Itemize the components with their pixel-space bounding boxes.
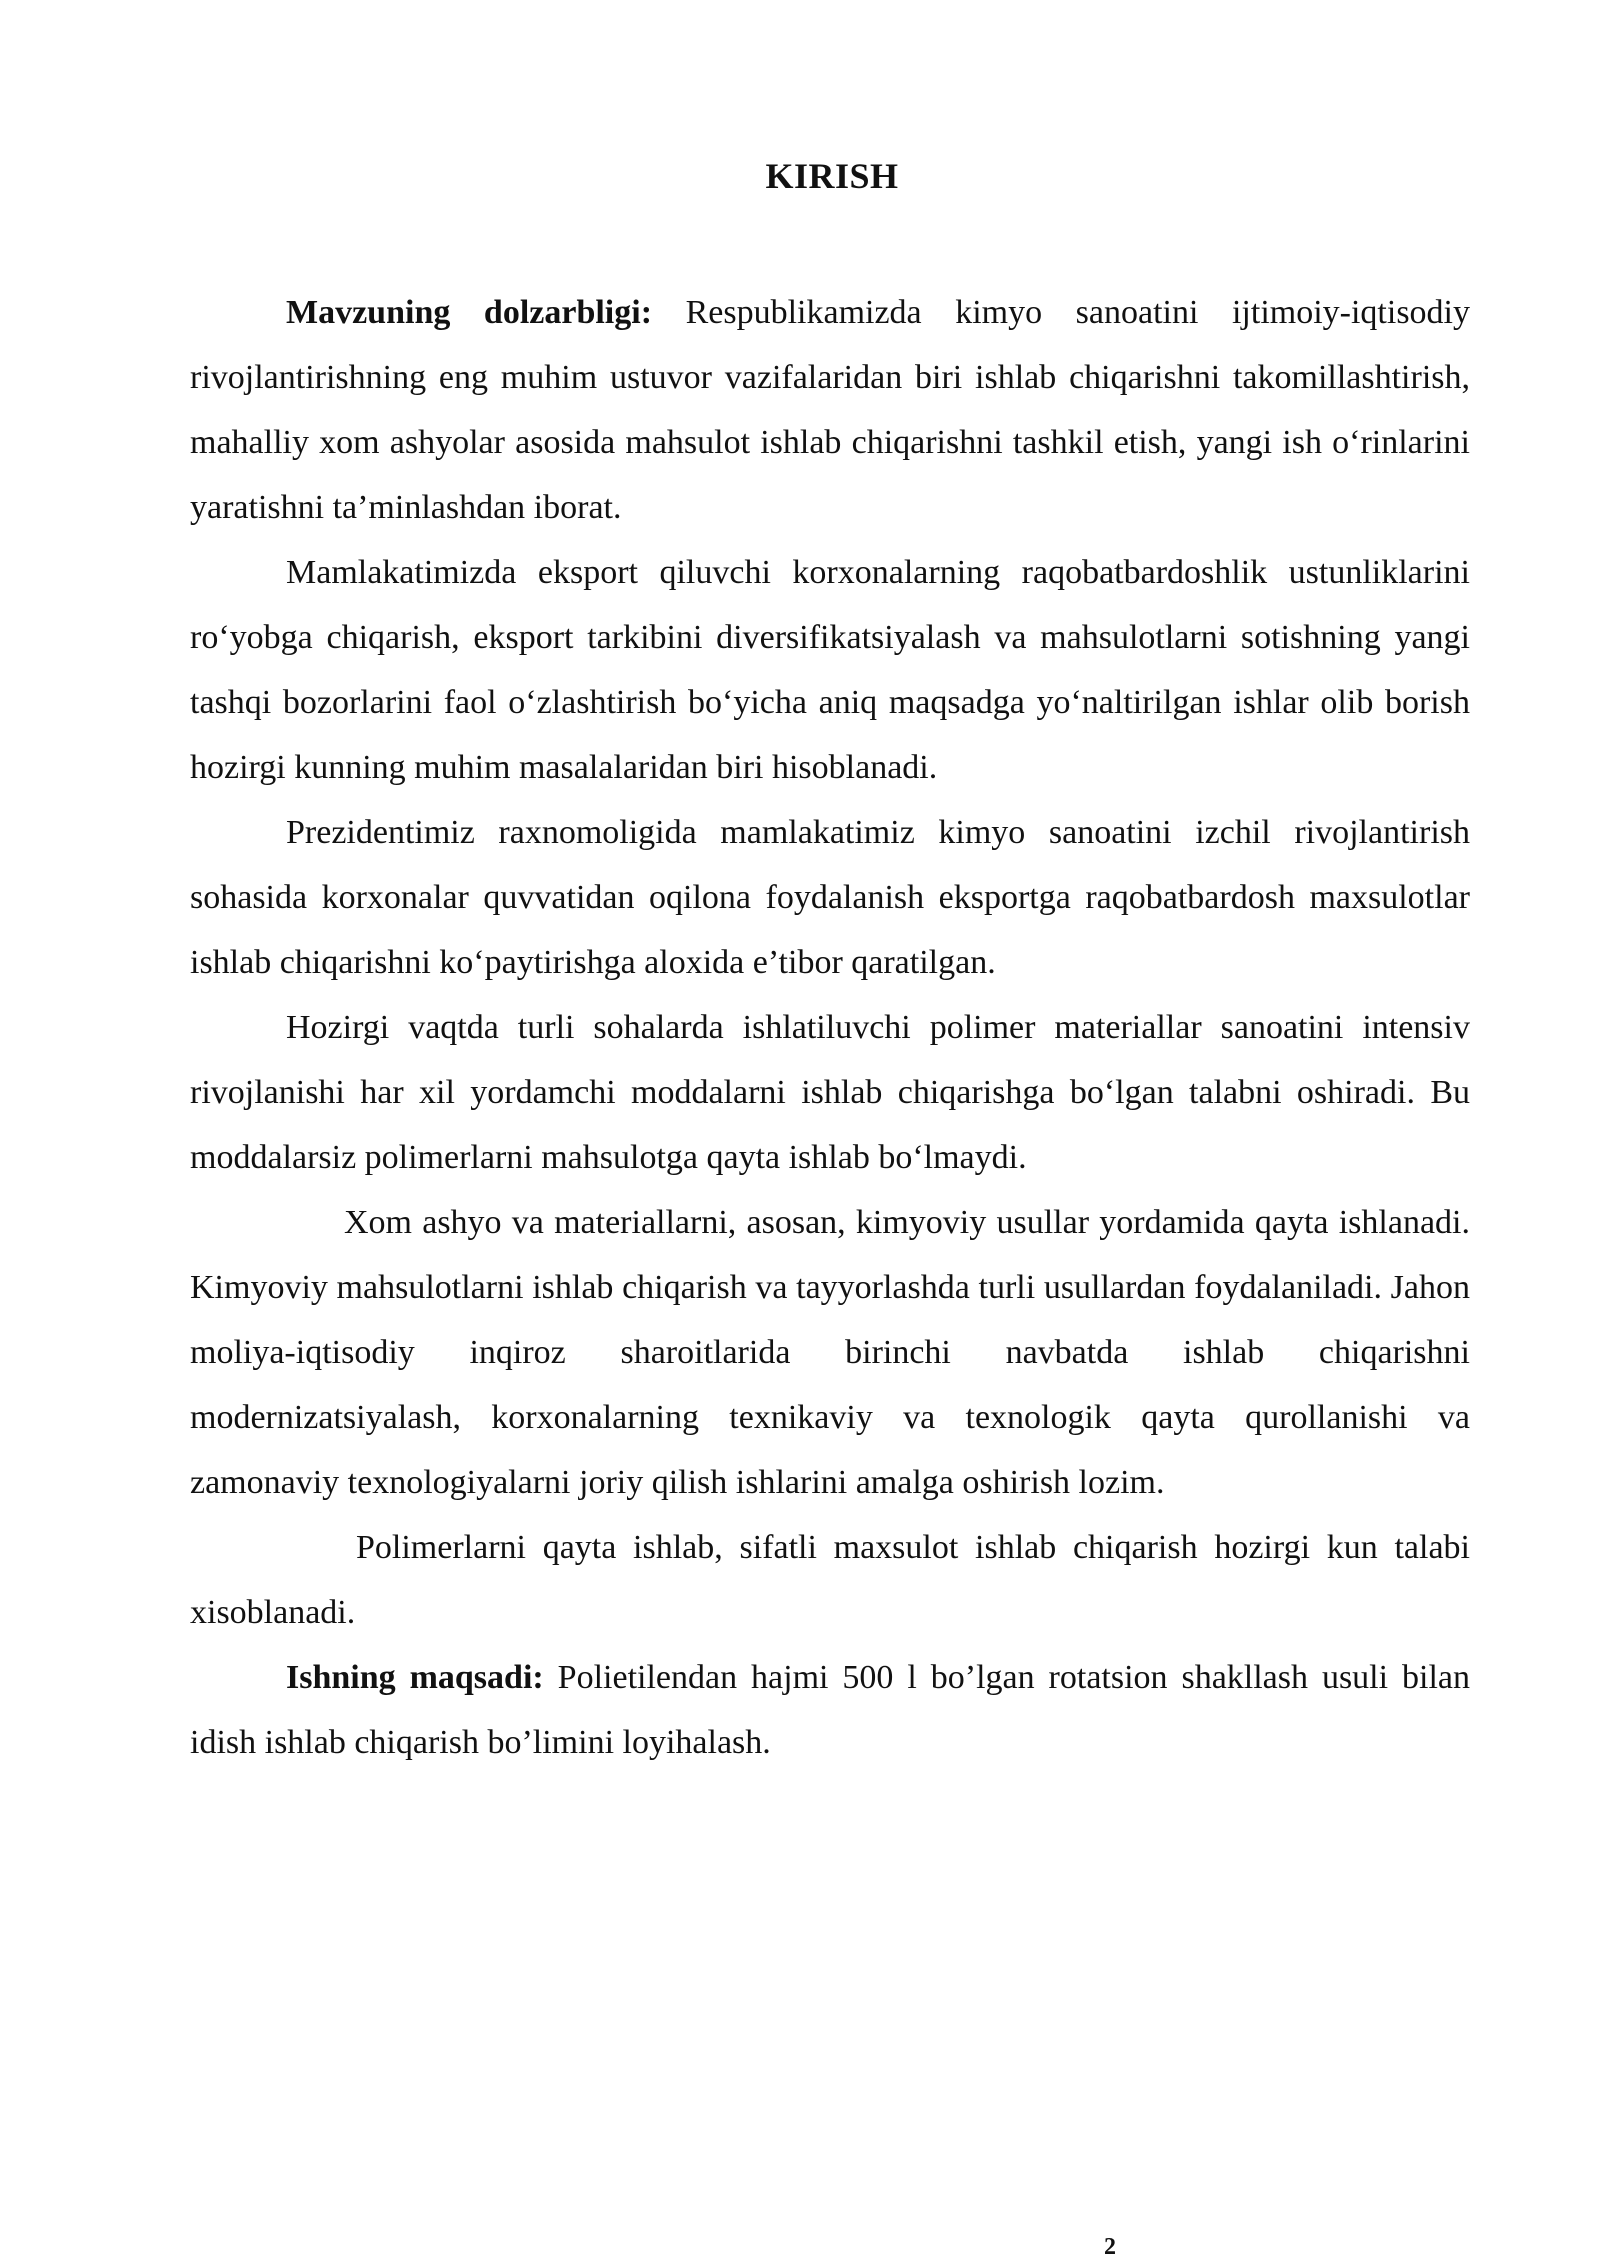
paragraph-lead-goal: Ishning maqsadi: (286, 1659, 544, 1696)
paragraph-lead-relevance: Mavzuning dolzarbligi: (286, 294, 653, 331)
paragraph-text-goal: Polietilendan hajmi 500 l bo’lgan rotatsion shakllash usuli bilan idish ishlab chiqarish bo’limini loyihalash. (190, 1659, 1471, 1761)
paragraph-text-president: Prezidentimiz raxnomoligida mamlakatimiz kimyo sanoatini izchil rivojlantirish sohasida korxonalar quvvatidan oqilona foydalanish eksportga raqobatbardosh maxsulotlar ishlab chiqarishni ko‘paytirishga aloxida e’tibor qaratilgan. (190, 814, 1470, 981)
paragraph-text-recycling: Polimerlarni qayta ishlab, sifatli maxsulot ishlab chiqarish hozirgi kun talabi xisoblanadi. (190, 1529, 1470, 1631)
paragraph-raw-materials (190, 1190, 1470, 1515)
paragraph-relevance (190, 280, 1470, 540)
paragraph-text-raw-materials: Xom ashyo va materiallarni, asosan, kimyoviy usullar yordamida qayta ishlanadi. Kimyoviy mahsulotlarni ishlab chiqarish va tayyorlashda turli usullardan foydalaniladi. Jahon moliya-iqtisodiy inqiroz sharoitlarida birinchi navbatda ishlab chiqarishni modernizatsiyalash, korxonalarning texnikaviy va texnologik qayta qurollanishi va zamonaviy texnologiyalarni joriy qilish ishlarini amalga oshirish lozim. (190, 1204, 1470, 1501)
paragraph-text-relevance: Respublikamizda kimyo sanoatini ijtimoiy-iqtisodiy rivojlantirishning eng muhim ustuvor vazifalaridan biri ishlab chiqarishni takomillashtirish, mahalliy xom ashyolar asosida mahsulot ishlab chiqarishni tashkil etish, yangi ish o‘rinlarini yaratishni ta’minlashdan iborat. (190, 294, 1470, 526)
paragraph-recycling (190, 1515, 1470, 1645)
paragraph-text-polymer-industry: Hozirgi vaqtda turli sohalarda ishlatiluvchi polimer materiallar sanoatini intensiv rivojlanishi har xil yordamchi moddalarni ishlab chiqarishga bo‘lgan talabni oshiradi. Bu moddalarsiz polimerlarni mahsulotga qayta ishlab bo‘lmaydi. (190, 1009, 1470, 1176)
body-text (190, 280, 1470, 1775)
paragraph-text-export: Mamlakatimizda eksport qiluvchi korxonalarning raqobatbardoshlik ustunliklarini ro‘yobga chiqarish, eksport tarkibini diversifikatsiyalash va mahsulotlarni sotishning yangi tashqi bozorlarini faol o‘zlashtirish bo‘yicha aniq maqsadga yo‘naltirilgan ishlar olib borish hozirgi kunning muhim masalalaridan biri hisoblanadi. (190, 554, 1470, 786)
paragraph-export (190, 540, 1470, 800)
paragraph-president (190, 800, 1470, 995)
page-number: 2 (1104, 2234, 1116, 2260)
page-title: KIRISH (765, 156, 899, 196)
paragraph-goal (190, 1645, 1470, 1775)
paragraph-polymer-industry (190, 995, 1470, 1190)
